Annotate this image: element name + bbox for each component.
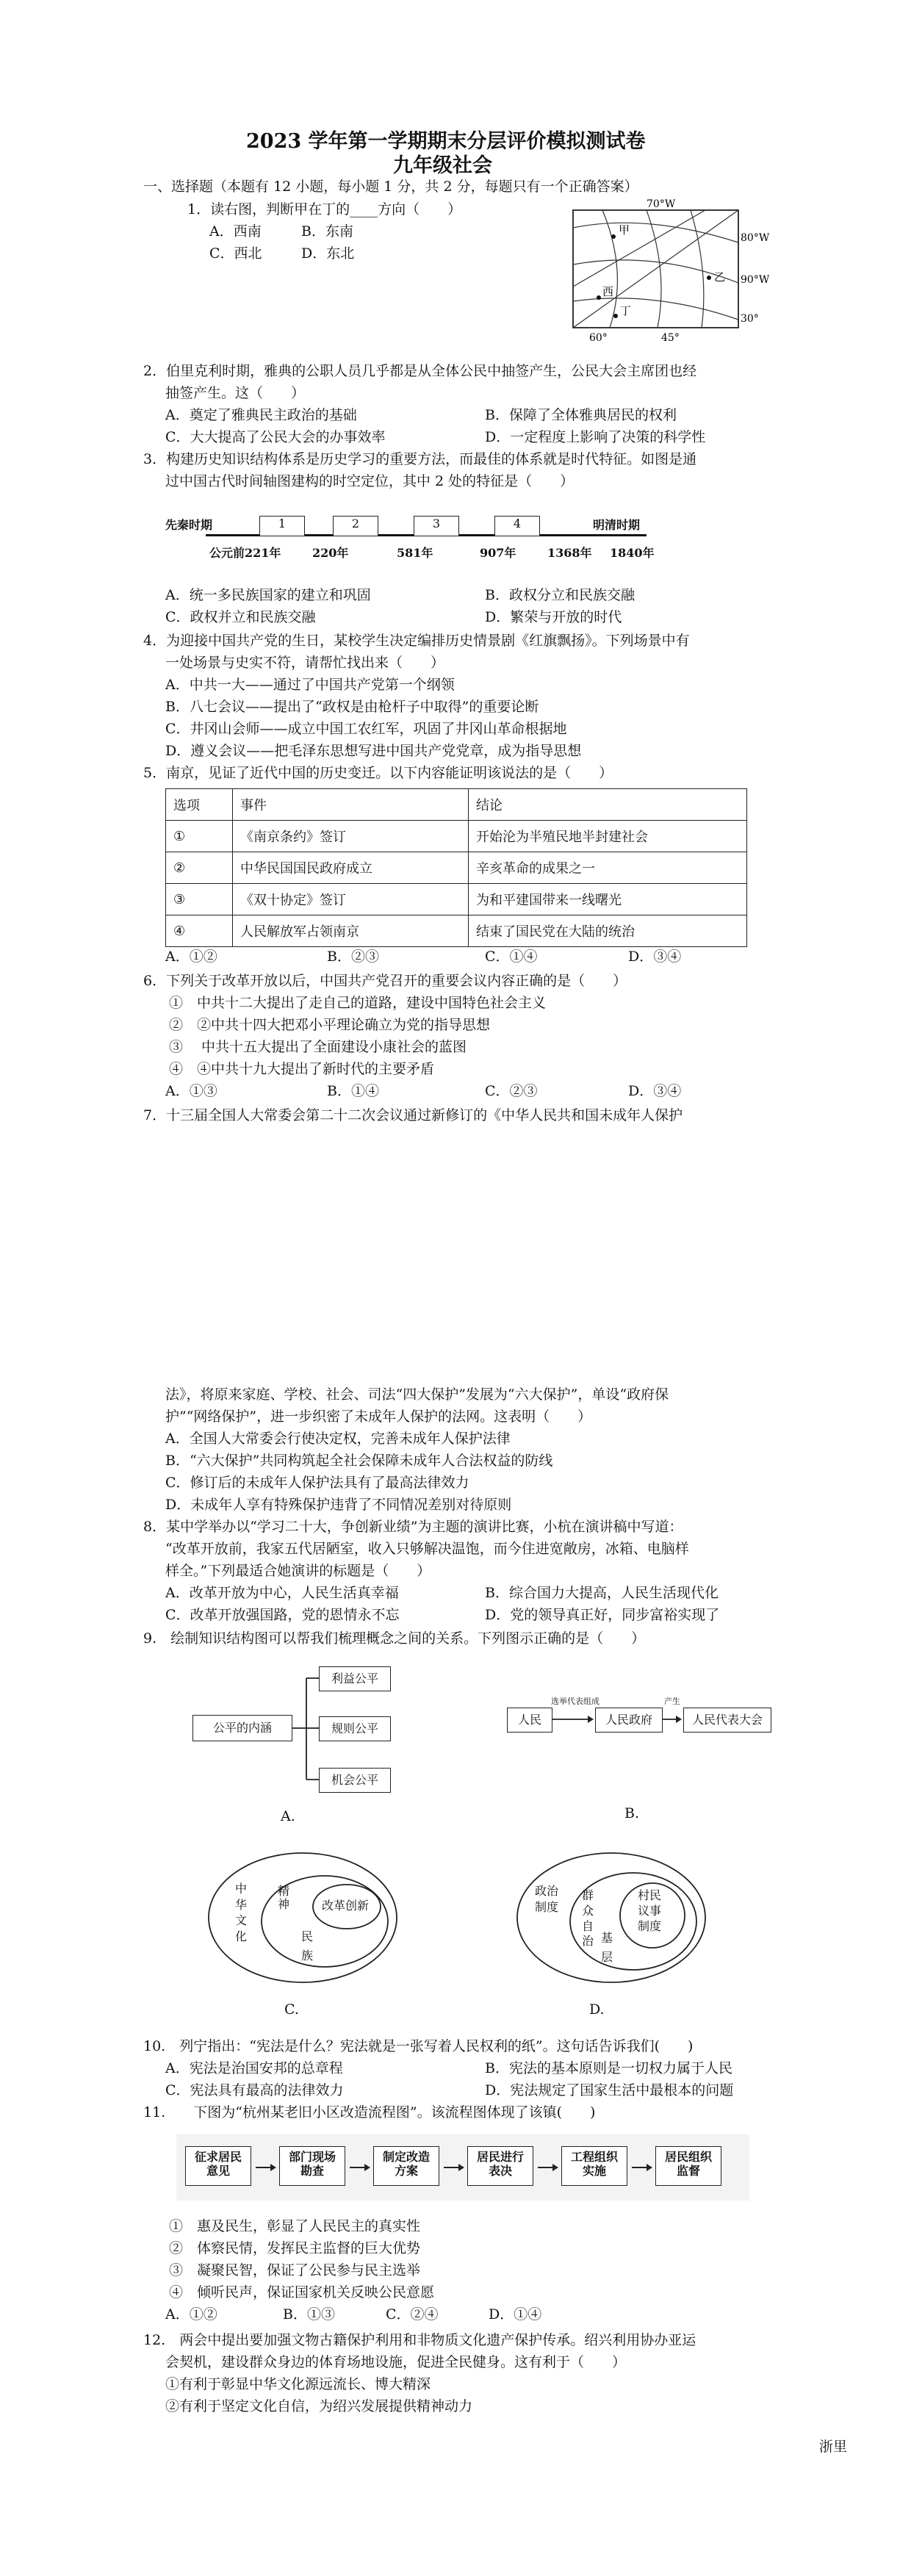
q8-stem-line1: 8．某中学举办以“学习二十大，争创新业绩”为主题的演讲比赛，小杭在演讲稿中写道： bbox=[143, 1519, 683, 1535]
map-meridian-line bbox=[691, 210, 704, 328]
map-label-ding: 丁 bbox=[620, 304, 632, 317]
table-row bbox=[166, 884, 747, 915]
table-cell: 《南京条约》签订 bbox=[233, 821, 469, 852]
timeline-year-5: 1368年 bbox=[547, 546, 592, 560]
timeline-year-4: 907年 bbox=[480, 546, 516, 560]
q7-stem-cont1: 法》，将原来家庭、学校、社会、司法“四大保护”发展为“六大保护”，单设“政府保 bbox=[165, 1386, 669, 1403]
timeline-year-3: 581年 bbox=[397, 546, 433, 560]
q1-option-d: D．东北 bbox=[301, 245, 355, 262]
q6-option-d: D．③④ bbox=[628, 1083, 682, 1099]
diagram-a-label: A. bbox=[281, 1808, 295, 1824]
section-heading: 一、选择题（本题有 12 小题，每小题 1 分，共 2 分，每题只有一个正确答案） bbox=[143, 179, 638, 195]
diagram-c-inner: 改革创新 bbox=[322, 1899, 370, 1913]
q5-option-b: B．②③ bbox=[327, 949, 379, 965]
q3-option-d: D．繁荣与开放的时代 bbox=[485, 609, 622, 625]
q3-stem-line1: 3．构建历史知识结构体系是历史学习的重要方法，而最佳的体系就是时代特征。如图是通 bbox=[143, 451, 697, 467]
q3-timeline bbox=[165, 507, 665, 573]
q11-item-1: ① 惠及民生，彰显了人民民主的真实性 bbox=[169, 2218, 421, 2234]
q6-item-2: ② ②中共十四大把邓小平理论确立为党的指导思想 bbox=[169, 1017, 491, 1033]
q9-stem: 9. 绘制知识结构图可以帮我们梳理概念之间的关系。下列图示正确的是（ ） bbox=[143, 1630, 646, 1647]
q2-option-c: C．大大提高了公民大会的办事效率 bbox=[165, 429, 386, 445]
map-label-xi: 西 bbox=[602, 285, 614, 298]
q5-event-table bbox=[165, 788, 747, 947]
table-header-cell: 结论 bbox=[469, 789, 747, 821]
q12-stem-line1: 12. 两会中提出要加强文物古籍保护利用和非物质文化遗产保护传承。绍兴利用协办亚运 bbox=[143, 2332, 696, 2348]
map-latitude-line bbox=[573, 298, 738, 320]
exam-title: 2023 学年第一学期期末分层评价模拟测试卷 bbox=[246, 130, 646, 153]
map-label-70w: 70°W bbox=[647, 198, 676, 210]
q2-option-d: D．一定程度上影响了决策的科学性 bbox=[485, 429, 706, 445]
q4-stem-line1: 4．为迎接中国共产党的生日，某校学生决定编排历史情景剧《红旗飘扬》。下列场景中有 bbox=[143, 633, 690, 649]
diagram-d-mid2: 基层 bbox=[601, 1931, 613, 1964]
q7-option-b: B．“六大保护”共同构筑起全社会保障未成年人合法权益的防线 bbox=[165, 1453, 553, 1469]
q12-item-1: ①有利于彰显中华文化源远流长、博大精深 bbox=[165, 2376, 431, 2392]
flow-step-6: 居民组织监督 bbox=[655, 2146, 721, 2186]
timeline-year-6: 1840年 bbox=[610, 546, 655, 560]
flow-step-1: 征求居民意见 bbox=[185, 2146, 251, 2186]
q1-option-a: A．西南 bbox=[209, 223, 262, 240]
q6-option-c: C．②③ bbox=[485, 1083, 538, 1099]
table-cell: ③ bbox=[166, 884, 233, 915]
q8-stem-line3: 样全。”下列最适合她演讲的标题是（ ） bbox=[165, 1563, 431, 1579]
q4-stem-line2: 一处场景与史实不符，请帮忙找出来（ ） bbox=[165, 655, 445, 671]
q8-stem-line2: “改革开放前，我家五代居陋室，收入只够解决温饱，而今住进宽敞房，冰箱、电脑样 bbox=[165, 1541, 689, 1557]
map-latitude-line bbox=[573, 223, 738, 242]
q7-option-d: D．未成年人享有特殊保护违背了不同情况差别对待原则 bbox=[165, 1497, 512, 1513]
q2-option-a: A．奠定了雅典民主政治的基础 bbox=[165, 407, 357, 423]
q8-option-d: D．党的领导真正好，同步富裕实现了 bbox=[485, 1607, 720, 1623]
diagram-a-child-1: 利益公平 bbox=[319, 1666, 391, 1691]
q12-stem-line2: 会契机，建设群众身边的体育场地设施，促进全民健身。这有利于（ ） bbox=[165, 2354, 627, 2370]
q1-option-c: C．西北 bbox=[209, 245, 262, 262]
map-point-xi bbox=[597, 295, 601, 300]
flow-step-2: 部门现场勘查 bbox=[279, 2146, 345, 2186]
diagram-a-child-2: 规则公平 bbox=[319, 1716, 391, 1741]
diagram-c-label: C. bbox=[284, 2001, 299, 2018]
q3-stem-line2: 过中国古代时间轴图建构的时空定位，其中 2 处的特征是（ ） bbox=[165, 473, 575, 489]
q6-item-1: ① 中共十二大提出了走自己的道路，建设中国特色社会主义 bbox=[169, 995, 547, 1011]
table-header-cell: 选项 bbox=[166, 789, 233, 821]
q11-item-3: ③ 凝聚民智，保证了公民参与民主选举 bbox=[169, 2262, 421, 2278]
table-header-cell: 事件 bbox=[233, 789, 469, 821]
q6-item-3: ③ 中共十五大提出了全面建设小康社会的蓝图 bbox=[169, 1039, 467, 1055]
map-label-80w: 80°W bbox=[741, 232, 770, 244]
q10-option-b: B．宪法的基本原则是一切权力属于人民 bbox=[485, 2060, 732, 2076]
q7-stem-cont2: 护”“网络保护”，进一步织密了未成年人保护的法网。这表明（ ） bbox=[165, 1408, 592, 1425]
map-label-30: 30° bbox=[741, 313, 759, 325]
map-point-yi bbox=[707, 276, 711, 280]
table-row bbox=[166, 852, 747, 884]
diagram-d-mid: 群众自治 bbox=[582, 1888, 594, 1949]
map-point-jia bbox=[611, 234, 616, 239]
diagram-a-root: 公平的内涵 bbox=[192, 1715, 292, 1741]
q2-stem-line1: 2．伯里克利时期，雅典的公职人员几乎都是从全体公民中抽签产生，公民大会主席团也经 bbox=[143, 363, 697, 379]
q3-option-b: B．政权分立和民族交融 bbox=[485, 587, 635, 603]
flow-step-5: 工程组织实施 bbox=[561, 2146, 627, 2186]
q11-stem: 11. 下图为“杭州某老旧小区改造流程图”。该流程图体现了该镇( ) bbox=[143, 2104, 596, 2120]
diagram-d-ellipses bbox=[508, 1848, 714, 1995]
q11-option-d: D．①④ bbox=[489, 2306, 542, 2323]
map-diagonal-line bbox=[573, 210, 705, 287]
q11-option-b: B．①③ bbox=[283, 2306, 335, 2323]
q6-stem: 6．下列关于改革开放以后，中国共产党召开的重要会议内容正确的是（ ） bbox=[143, 973, 627, 989]
table-cell: 辛亥革命的成果之一 bbox=[469, 852, 747, 884]
q5-stem: 5．南京，见证了近代中国的历史变迁。以下内容能证明该说法的是（ ） bbox=[143, 765, 613, 781]
timeline-box-4: 4 bbox=[494, 516, 540, 536]
q12-item-2: ②有利于坚定文化自信，为绍兴发展提供精神动力 bbox=[165, 2398, 473, 2414]
q1-option-b: B．东南 bbox=[301, 223, 353, 240]
table-cell: 结束了国民党在大陆的统治 bbox=[469, 915, 747, 947]
q4-option-a: A．中共一大——通过了中国共产党第一个纲领 bbox=[165, 677, 455, 693]
timeline-right-label: 明清时期 bbox=[593, 518, 641, 532]
map-label-90w: 90°W bbox=[741, 274, 770, 286]
q1-stem: 1．读右图，判断甲在丁的____方向（ ） bbox=[187, 201, 462, 217]
q10-stem: 10. 列宁指出：“宪法是什么？宪法就是一张写着人民权利的纸”。这句话告诉我们( ) bbox=[143, 2038, 694, 2054]
diagram-d-outer: 政治制度 bbox=[535, 1884, 559, 1914]
map-point-ding bbox=[613, 314, 618, 318]
q9-diagram-b bbox=[507, 1697, 771, 1830]
diagram-b-label: B. bbox=[624, 1805, 640, 1821]
q3-option-a: A．统一多民族国家的建立和巩固 bbox=[165, 587, 371, 603]
q4-option-c: C．井冈山会师——成立中国工农红军，巩固了井冈山革命根据地 bbox=[165, 721, 567, 737]
timeline-box-2: 2 bbox=[333, 516, 378, 536]
diagram-c-mid: 精神 bbox=[278, 1884, 290, 1912]
q9-diagram-a bbox=[192, 1662, 413, 1831]
q9-diagram-c bbox=[207, 1848, 413, 2024]
table-row bbox=[166, 915, 747, 947]
q11-flowchart bbox=[176, 2134, 749, 2201]
map-label-60: 60° bbox=[589, 332, 608, 344]
q7-option-c: C．修订后的未成年人保护法具有了最高法律效力 bbox=[165, 1475, 469, 1491]
q9-diagram-d bbox=[508, 1848, 714, 2024]
q5-option-d: D．③④ bbox=[628, 949, 682, 965]
q2-stem-line2: 抽签产生。这（ ） bbox=[165, 385, 306, 401]
diagram-b-arrow-label-1: 选举代表组成 bbox=[551, 1697, 599, 1706]
flow-step-4: 居民进行表决 bbox=[467, 2146, 533, 2186]
table-cell: 《双十协定》签订 bbox=[233, 884, 469, 915]
timeline-year-1: 公元前221年 bbox=[209, 546, 281, 560]
table-cell: ④ bbox=[166, 915, 233, 947]
diagram-c-mid2: 民族 bbox=[301, 1929, 314, 1962]
q10-option-c: C．宪法具有最高的法律效力 bbox=[165, 2082, 344, 2098]
diagram-b-node-government: 人民政府 bbox=[595, 1708, 663, 1733]
timeline-box-3: 3 bbox=[414, 516, 459, 536]
diagram-d-inner: 村民议事制度 bbox=[638, 1888, 662, 1933]
table-cell: 为和平建国带来一线曙光 bbox=[469, 884, 747, 915]
diagram-b-node-people: 人民 bbox=[507, 1708, 552, 1733]
diagram-b-arrow-label-2: 产生 bbox=[664, 1697, 680, 1706]
map-label-jia: 甲 bbox=[619, 223, 630, 237]
table-cell: 人民解放军占领南京 bbox=[233, 915, 469, 947]
map-label-45: 45° bbox=[661, 332, 680, 344]
q11-option-a: A．①② bbox=[165, 2306, 217, 2323]
diagram-a-child-3: 机会公平 bbox=[319, 1768, 391, 1793]
exam-subtitle: 九年级社会 bbox=[393, 154, 492, 177]
q11-item-2: ② 体察民情，发挥民主监督的巨大优势 bbox=[169, 2240, 421, 2256]
q8-option-a: A．改革开放为中心，人民生活真幸福 bbox=[165, 1585, 399, 1601]
table-cell: 中华民国国民政府成立 bbox=[233, 852, 469, 884]
table-row bbox=[166, 821, 747, 852]
table-header-row bbox=[166, 789, 747, 821]
q10-option-d: D．宪法规定了国家生活中最根本的问题 bbox=[485, 2082, 734, 2098]
diagram-b-node-congress: 人民代表大会 bbox=[683, 1708, 771, 1733]
q7-stem: 7．十三届全国人大常委会第二十二次会议通过新修订的《中华人民共和国未成年人保护 bbox=[143, 1107, 683, 1123]
q6-item-4: ④ ④中共十九大提出了新时代的主要矛盾 bbox=[169, 1061, 435, 1077]
timeline-year-2: 220年 bbox=[312, 546, 349, 560]
map-meridian-line bbox=[602, 210, 617, 328]
diagram-c-outer: 中华文化 bbox=[235, 1882, 248, 1943]
timeline-left-label: 先秦时期 bbox=[165, 518, 213, 532]
q7-option-a: A．全国人大常委会行使决定权，完善未成年人保护法律 bbox=[165, 1431, 511, 1447]
q1-lat-lon-map bbox=[558, 198, 786, 345]
q4-option-b: B．八七会议——提出了“政权是由枪杆子中取得”的重要论断 bbox=[165, 699, 539, 715]
q11-option-c: C．②④ bbox=[386, 2306, 439, 2323]
q5-option-c: C．①④ bbox=[485, 949, 538, 965]
q6-option-a: A．①③ bbox=[165, 1083, 217, 1099]
map-diagonal-line bbox=[573, 210, 738, 328]
timeline-box-1: 1 bbox=[259, 516, 305, 536]
q11-item-4: ④ 倾听民声，保证国家机关反映公民意愿 bbox=[169, 2284, 435, 2300]
q5-option-a: A．①② bbox=[165, 949, 217, 965]
table-cell: 开始沦为半殖民地半封建社会 bbox=[469, 821, 747, 852]
map-meridian-line bbox=[647, 210, 661, 328]
table-cell: ② bbox=[166, 852, 233, 884]
diagram-d-label: D. bbox=[589, 2001, 605, 2018]
table-cell: ① bbox=[166, 821, 233, 852]
q3-option-c: C．政权并立和民族交融 bbox=[165, 609, 316, 625]
flow-step-3: 制定改造方案 bbox=[373, 2146, 439, 2186]
q2-option-b: B．保障了全体雅典居民的权利 bbox=[485, 407, 677, 423]
q4-option-d: D．遵义会议——把毛泽东思想写进中国共产党党章，成为指导思想 bbox=[165, 743, 582, 759]
q10-option-a: A．宪法是治国安邦的总章程 bbox=[165, 2060, 343, 2076]
page-footer: 浙里 bbox=[819, 2439, 848, 2455]
q8-option-b: B．综合国力大提高，人民生活现代化 bbox=[485, 1585, 719, 1601]
q6-option-b: B．①④ bbox=[327, 1083, 379, 1099]
q8-option-c: C．改革开放强国路，党的恩情永不忘 bbox=[165, 1607, 400, 1623]
map-label-yi: 乙 bbox=[714, 270, 726, 284]
